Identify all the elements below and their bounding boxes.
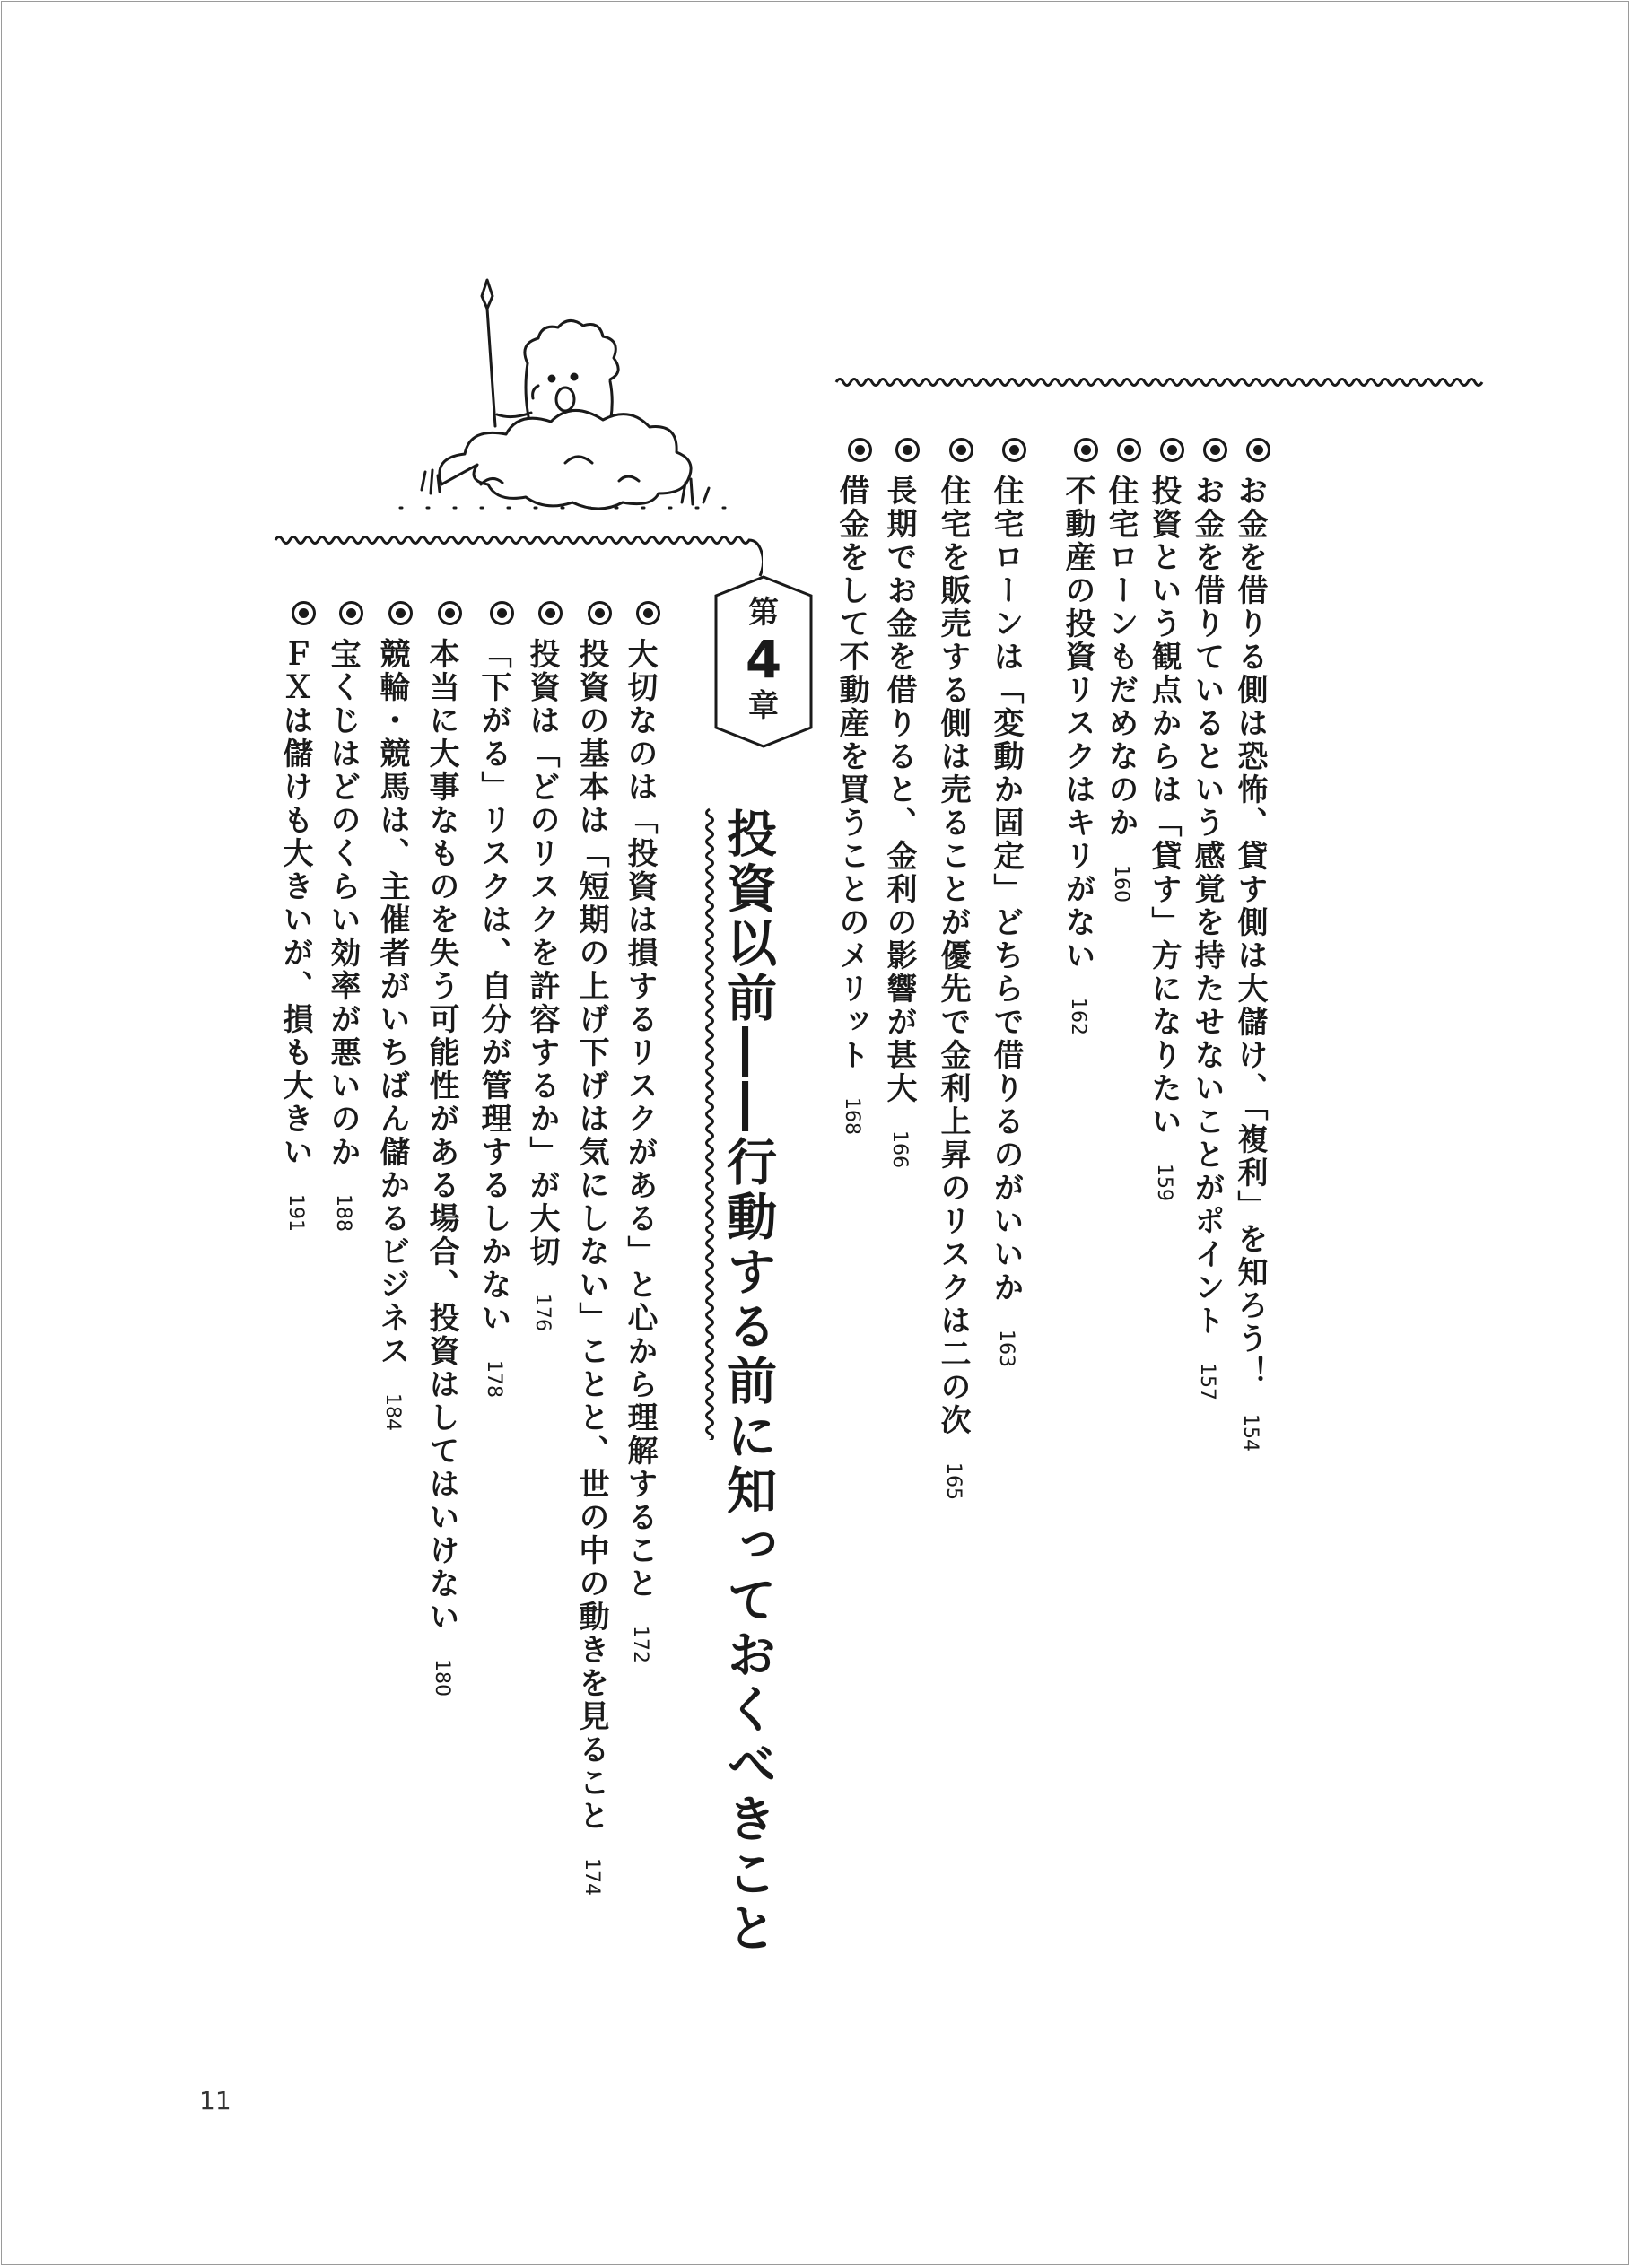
bullet-icon <box>848 438 872 462</box>
bullet-icon <box>636 601 660 625</box>
list-item[interactable] <box>476 601 514 1398</box>
entry-text: 住宅を販売する側は売ることが優先で金利上昇のリスクは二の次 <box>935 475 971 1437</box>
entry-text: 投資は「どのリスクを許容するか」が大切 <box>524 638 560 1269</box>
bullet-icon <box>1002 438 1026 462</box>
list-item[interactable] <box>423 601 462 1697</box>
chapter-label-bottom: 章 <box>748 688 779 724</box>
list-item[interactable] <box>524 601 563 1331</box>
chapter-label-top: 第 <box>748 595 779 631</box>
list-item[interactable] <box>988 438 1026 1367</box>
list-item[interactable] <box>935 438 973 1500</box>
mascot-illustration <box>395 278 745 529</box>
entry-text: 住宅ローンは「変動か固定」どちらで借りるのがいいか <box>988 475 1024 1304</box>
entry-page-number: 154 <box>1239 1414 1261 1452</box>
entry-text: 借金をして不動産を買うことのメリット <box>833 475 869 1072</box>
list-item[interactable] <box>622 601 660 1663</box>
entry-text: 競輪・競馬は、主催者がいちばん儲かるビジネス <box>374 638 410 1368</box>
bullet-icon <box>1117 438 1141 462</box>
entry-text: 投資という観点からは「貸す」方になりたい <box>1146 475 1182 1138</box>
entry-page-number: 159 <box>1153 1164 1175 1201</box>
entry-page-number: 180 <box>431 1659 453 1697</box>
entry-page-number: 165 <box>942 1462 964 1500</box>
list-item[interactable] <box>277 601 316 1232</box>
entry-page-number: 172 <box>629 1626 651 1663</box>
entry-page-number: 188 <box>332 1194 354 1232</box>
entry-text: 大切なのは「投資は損するリスクがある」と心から理解すること <box>622 638 658 1601</box>
entry-text: 本当に大事なものを失う可能性がある場合、投資はしてはいけない <box>423 638 459 1634</box>
entry-text: お金を借りているという感覚を持たせないことがポイント <box>1189 475 1225 1338</box>
list-item[interactable] <box>1103 438 1141 903</box>
top-wavy-divider <box>834 373 1485 391</box>
entry-page-number: 168 <box>841 1097 863 1135</box>
entry-page-number: 174 <box>580 1858 603 1896</box>
entry-page-number: 184 <box>381 1393 404 1431</box>
entry-text: 住宅ローンもだめなのか <box>1103 475 1139 840</box>
bullet-icon <box>292 601 316 625</box>
bullet-icon <box>1203 438 1227 462</box>
chapter-title: 投資以前――行動する前に知っておくべきこと <box>719 807 777 1957</box>
chapter-badge <box>713 574 814 749</box>
entry-page-number: 191 <box>284 1194 307 1232</box>
list-item[interactable] <box>1189 438 1227 1400</box>
entry-text: 長期でお金を借りると、金利の影響が甚大 <box>881 475 917 1105</box>
bullet-icon <box>1160 438 1184 462</box>
entry-text: 不動産の投資リスクはキリがない <box>1060 475 1095 973</box>
entry-text: 投資の基本は「短期の上げ下げは気にしない」ことと、世の中の動きを見ること <box>573 638 609 1833</box>
list-item[interactable] <box>881 438 920 1168</box>
bullet-icon <box>895 438 920 462</box>
list-item[interactable] <box>325 601 363 1232</box>
bullet-icon <box>588 601 612 625</box>
bullet-icon <box>490 601 514 625</box>
page-number: 11 <box>199 2086 231 2115</box>
list-item[interactable] <box>573 601 612 1896</box>
bullet-icon <box>339 601 363 625</box>
entry-text: 「下がる」リスクは、自分が管理するしかない <box>476 638 511 1335</box>
entry-text: ＦＸは儲けも大きいが、損も大きい <box>277 638 313 1169</box>
list-item[interactable] <box>1146 438 1184 1201</box>
entry-page-number: 176 <box>531 1294 554 1331</box>
chapter-number: 4 <box>745 629 782 690</box>
list-item[interactable] <box>374 601 413 1431</box>
entry-text: お金を借りる側は恐怖、貸す側は大儲け、「複利」を知ろう！ <box>1232 475 1268 1389</box>
bullet-icon <box>949 438 973 462</box>
entry-page-number: 166 <box>888 1130 911 1168</box>
bullet-icon <box>388 601 413 625</box>
bullet-icon <box>438 601 462 625</box>
entry-text: 宝くじはどのくらい効率が悪いのか <box>325 638 361 1169</box>
bullet-icon <box>1246 438 1270 462</box>
list-item[interactable] <box>1232 438 1270 1452</box>
bullet-icon <box>538 601 563 625</box>
page-frame <box>1 1 1629 2265</box>
bullet-icon <box>1074 438 1098 462</box>
list-item[interactable] <box>1060 438 1098 1035</box>
entry-page-number: 157 <box>1196 1363 1218 1400</box>
entry-page-number: 178 <box>483 1360 505 1398</box>
entry-page-number: 162 <box>1067 998 1089 1035</box>
entry-page-number: 163 <box>995 1330 1017 1367</box>
entry-page-number: 160 <box>1110 865 1132 903</box>
list-item[interactable] <box>833 438 872 1135</box>
